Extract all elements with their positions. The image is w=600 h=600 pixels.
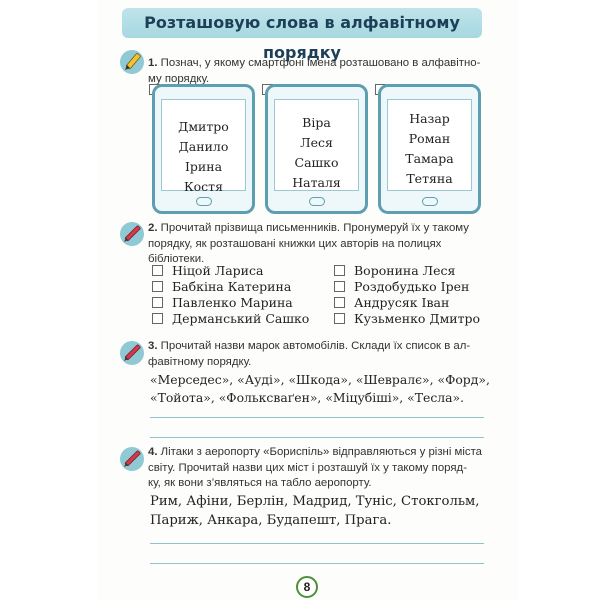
cities-line2: Париж, Анкара, Будапешт, Прага. <box>150 513 392 528</box>
home-button-icon <box>422 197 438 206</box>
phone1-name: Дмитро <box>178 119 229 134</box>
task2-line3: бібліотеки. <box>148 253 205 265</box>
task3-line1: Прочитай назви марок автомобілів. Склади їх список в ал- <box>160 340 471 352</box>
task2-line1: Прочитай прізвища письменників. Пронумеруй їх у такому <box>160 222 469 234</box>
phone3-name: Роман <box>408 131 451 146</box>
phone-1 <box>152 84 255 214</box>
answer-line[interactable] <box>150 563 484 564</box>
home-button-icon <box>196 197 212 206</box>
task4-line3: ку, як вони з’являться на табло аеропорту. <box>148 477 372 489</box>
phone1-name: Данило <box>178 139 229 154</box>
surname-checkbox[interactable] <box>152 281 163 292</box>
surname-left: Дерманський Сашко <box>172 311 310 326</box>
page-title: Розташовую слова в алфавітному порядку <box>122 8 482 38</box>
pen-icon <box>120 222 144 246</box>
task4-line2: світу. Прочитай назви цих міст і розташуй їх у такому поряд- <box>148 461 467 474</box>
phone3-name: Тамара <box>405 151 454 166</box>
surname-right: Воронина Леся <box>354 263 456 278</box>
home-button-icon <box>309 197 325 206</box>
car-brands-line1: «Мерседес», «Ауді», «Шкода», «Шевралє», «Форд», <box>150 372 490 387</box>
phone3-name: Назар <box>409 111 450 126</box>
page-number: 8 <box>296 576 318 598</box>
task4-line1: Літаки з аеропорту «Бориспіль» відправляються у різні міста <box>160 446 483 458</box>
phone2-name: Сашко <box>294 155 339 170</box>
answer-line[interactable] <box>150 417 484 418</box>
phone-2 <box>265 84 368 214</box>
phone2-name: Наталя <box>292 175 341 190</box>
task1-line2: му порядку. <box>148 72 210 85</box>
surname-checkbox[interactable] <box>334 265 345 276</box>
phone1-name: Ірина <box>184 159 223 174</box>
surname-checkbox[interactable] <box>152 265 163 276</box>
pen-icon <box>120 341 144 365</box>
surname-right: Роздобудько Ірен <box>354 279 470 294</box>
surname-left: Бабкіна Катерина <box>172 279 292 294</box>
task3-line2: фавітному порядку. <box>148 355 252 368</box>
surname-right: Кузьменко Дмитро <box>354 311 481 326</box>
task4-instruction <box>148 445 482 492</box>
task3-instruction <box>148 339 470 370</box>
surname-left: Ніцой Лариса <box>172 263 264 278</box>
task2-line2: порядку, як розташовані книжки цих авторів на полицях <box>148 237 442 250</box>
surname-right: Андрусяк Іван <box>354 295 450 310</box>
phone2-name: Віра <box>302 115 331 130</box>
phone2-name: Леся <box>300 135 333 150</box>
surname-checkbox[interactable] <box>152 297 163 308</box>
car-brands-line2: «Тойота», «Фольксваґен», «Міцубіші», «Тесла». <box>150 390 465 405</box>
cities-line1: Рим, Афіни, Берлін, Мадрид, Туніс, Стокгольм, <box>150 494 480 509</box>
answer-line[interactable] <box>150 437 484 438</box>
surname-left: Павленко Марина <box>172 295 293 310</box>
task4-number: 4. <box>148 446 158 458</box>
task1-instruction <box>148 56 480 87</box>
phone3-name: Тетяна <box>406 171 453 186</box>
phone1-name: Костя <box>183 179 223 194</box>
surname-checkbox[interactable] <box>152 313 163 324</box>
phone-3 <box>378 84 481 214</box>
pen-icon <box>120 447 144 471</box>
pencil-icon <box>120 50 144 74</box>
task2-number: 2. <box>148 222 158 234</box>
surname-checkbox[interactable] <box>334 281 345 292</box>
task1-number: 1. <box>148 57 158 69</box>
task1-line1: Познач, у якому смартфоні імена розташовано в алфавітно- <box>160 57 481 69</box>
task3-number: 3. <box>148 340 158 352</box>
surname-checkbox[interactable] <box>334 313 345 324</box>
surname-checkbox[interactable] <box>334 297 345 308</box>
answer-line[interactable] <box>150 543 484 544</box>
task2-instruction <box>148 221 469 268</box>
